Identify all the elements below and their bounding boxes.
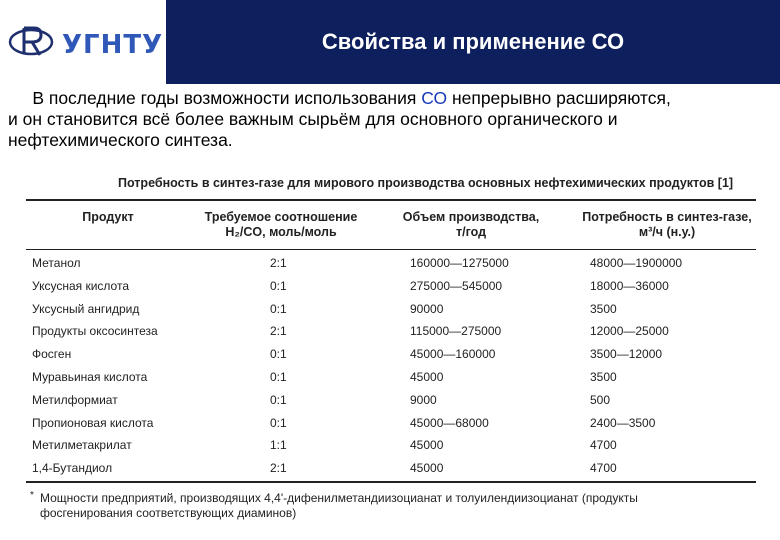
- logo-text: УГНТУ: [62, 30, 164, 60]
- table-row: [32, 279, 752, 301]
- need-cell: 18000—36000: [590, 278, 669, 293]
- product-cell: 1,4-Бутандиол: [32, 461, 113, 476]
- ratio-cell: 0:1: [270, 415, 287, 430]
- intro-line-1: [8, 88, 776, 109]
- table-row: [32, 256, 752, 278]
- intro-text: непрерывно расширяются,: [447, 88, 671, 108]
- ratio-cell: 1:1: [270, 438, 287, 453]
- footnote-line-2: фосгенирования соответствующих диаминов): [40, 506, 297, 520]
- need-cell: 2400—3500: [590, 415, 656, 430]
- volume-cell: 160000—1275000: [410, 256, 509, 270]
- header-volume: [386, 210, 556, 240]
- product-cell: Метанол: [32, 256, 81, 270]
- table-rule-header: [26, 249, 756, 250]
- header-product: Продукт: [82, 210, 134, 224]
- product-cell: Муравьиная кислота: [32, 370, 148, 384]
- ratio-cell: 2:1: [270, 461, 287, 476]
- table-row: [32, 370, 752, 392]
- product-cell: Фосген: [32, 347, 72, 362]
- need-cell: 3500—12000: [590, 347, 663, 362]
- table-footnote: [32, 491, 638, 521]
- product-cell: Метилформиат: [32, 392, 118, 407]
- table-row: [32, 347, 752, 369]
- intro-line-2: и он становится всё более важным сырьём для основного органического и: [8, 109, 618, 129]
- product-cell: Уксусный ангидрид: [32, 301, 140, 316]
- header-need: [572, 210, 762, 240]
- header-ratio-line2: H₂/CO, моль/моль: [225, 225, 337, 239]
- university-emblem-icon: [8, 22, 54, 62]
- header-volume-line2: т/год: [455, 225, 487, 239]
- page-title: Свойства и применение СО: [321, 29, 625, 54]
- volume-cell: 45000—160000: [410, 347, 496, 362]
- ratio-cell: 2:1: [270, 256, 287, 270]
- table-row: [32, 438, 752, 460]
- table-row: [32, 461, 752, 483]
- footnote-mark: *: [30, 490, 34, 501]
- logo: [0, 0, 166, 84]
- footnote-line-1: Мощности предприятий, производящих 4,4'-дифенилметандиизоцианат и толуилендиизоцианат (продукты: [40, 491, 638, 505]
- volume-cell: 275000—545000: [410, 278, 503, 293]
- volume-cell: 45000: [410, 461, 444, 476]
- table-row: [32, 302, 752, 324]
- need-cell: 3500: [590, 370, 617, 384]
- need-cell: 48000—1900000: [590, 256, 683, 270]
- ratio-cell: 0:1: [270, 392, 287, 407]
- table-row: [32, 393, 752, 415]
- table-row: [32, 416, 752, 438]
- intro-paragraph: [8, 88, 776, 151]
- need-cell: 500: [590, 392, 611, 407]
- need-cell: 4700: [590, 461, 617, 476]
- ratio-cell: 2:1: [270, 324, 287, 339]
- volume-cell: 45000: [410, 370, 444, 384]
- slide-header: [0, 0, 780, 84]
- volume-cell: 115000—275000: [410, 324, 502, 339]
- volume-cell: 9000: [410, 392, 437, 407]
- product-cell: Метилметакрилат: [32, 438, 132, 453]
- intro-text: В последние годы возможности использования: [32, 88, 422, 108]
- ratio-cell: 0:1: [270, 278, 287, 293]
- header-need-line1: Потребность в синтез-газе,: [582, 210, 752, 224]
- table-row: [32, 324, 752, 346]
- product-cell: Продукты оксосинтеза: [32, 324, 158, 339]
- product-cell: Пропионовая кислота: [32, 415, 154, 430]
- intro-line-3: нефтехимического синтеза.: [8, 130, 233, 150]
- header-need-line2: м³/ч (н.у.): [638, 225, 696, 239]
- header-ratio-line1: Требуемое соотношение: [204, 210, 358, 224]
- co-highlight: СО: [421, 88, 448, 108]
- ratio-cell: 0:1: [270, 301, 287, 316]
- volume-cell: 45000—68000: [410, 415, 489, 430]
- need-cell: 4700: [590, 438, 617, 453]
- table-rule-top: [26, 199, 756, 201]
- volume-cell: 45000: [410, 438, 444, 453]
- need-cell: 3500: [590, 301, 617, 316]
- header-volume-line1: Объем производства,: [402, 210, 540, 224]
- volume-cell: 90000: [410, 301, 444, 316]
- product-cell: Уксусная кислота: [32, 278, 130, 293]
- ratio-cell: 0:1: [270, 370, 287, 384]
- ratio-cell: 0:1: [270, 347, 287, 362]
- header-ratio: [196, 210, 366, 240]
- need-cell: 12000—25000: [590, 324, 669, 339]
- table-rule-bottom: [26, 481, 756, 483]
- table-caption: Потребность в синтез-газе для мирового производства основных нефтехимических продуктов [1]: [118, 176, 734, 190]
